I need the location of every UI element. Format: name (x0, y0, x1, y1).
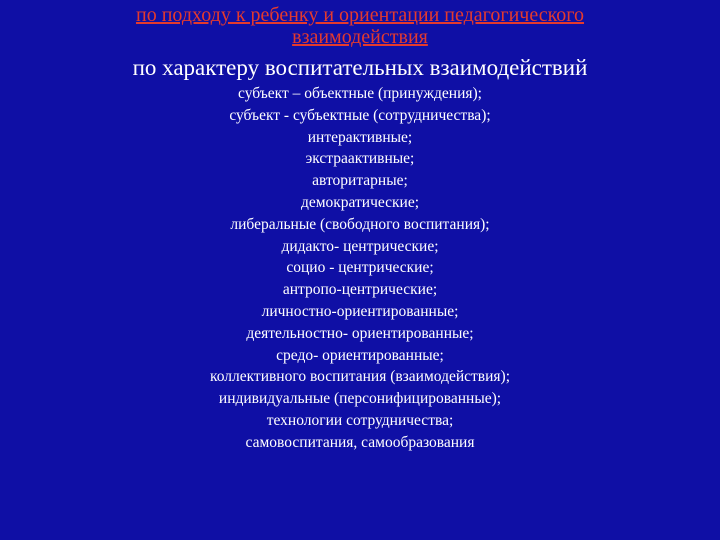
list-item: индивидуальные (персонифицированные); (218, 390, 502, 408)
list-item: средо- ориентированные; (276, 346, 444, 364)
list-item: коллективного воспитания (взаимодействия); (209, 368, 511, 386)
items-list (0, 83, 720, 454)
list-item: интерактивные; (307, 128, 413, 146)
heading-link[interactable] (0, 4, 720, 48)
list-item: самовоспитания, самообразования (245, 433, 475, 451)
list-item: субъект – объектные (принуждения); (238, 85, 482, 102)
list-item: дидакто- центрические; (281, 237, 439, 255)
list-item: антропо-центрические; (282, 281, 438, 299)
list-item: субъект - субъектные (сотрудничества); (229, 106, 491, 124)
list-item: личностно-ориентированные; (261, 302, 459, 320)
subheading: по характеру воспитательных взаимодействий (132, 55, 588, 80)
list-item: социо - центрические; (286, 259, 434, 277)
list-item: экстраактивные; (305, 150, 415, 168)
heading-link-line1[interactable]: по подходу к ребенку и ориентации педагогического (135, 4, 585, 26)
list-item: авторитарные; (312, 172, 408, 190)
heading-link-line2[interactable]: взаимодействия (292, 26, 428, 48)
list-item: технологии сотрудничества; (266, 411, 454, 429)
list-item: либеральные (свободного воспитания); (230, 215, 490, 233)
list-item: демократические; (300, 193, 420, 211)
list-item: деятельностно- ориентированные; (246, 324, 474, 342)
